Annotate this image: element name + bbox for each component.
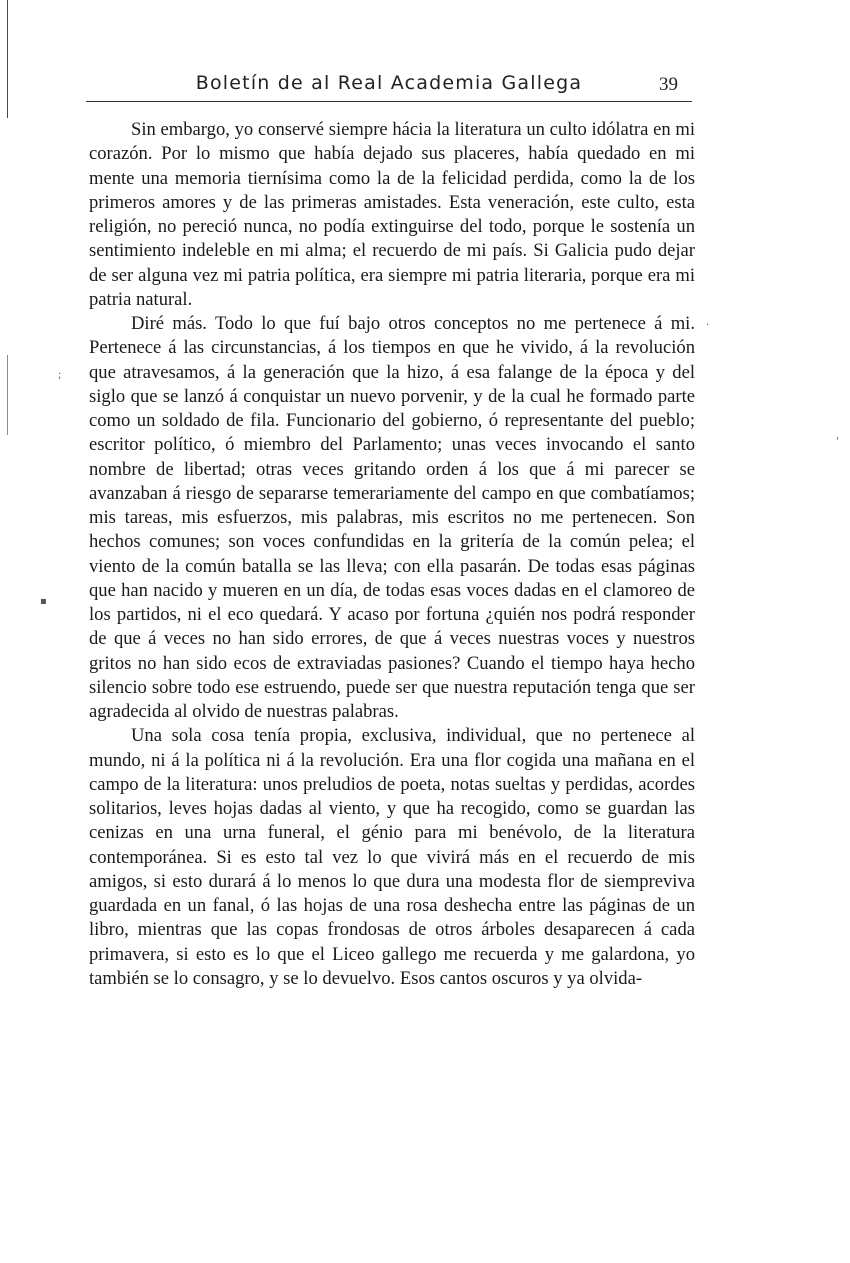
header-rule xyxy=(86,101,692,102)
page-edge-mark xyxy=(7,355,8,435)
page-header xyxy=(86,68,692,102)
scan-speck: · xyxy=(706,320,710,331)
page-number: 39 xyxy=(659,74,678,95)
paragraph: Diré más. Todo lo que fuí bajo otros conceptos no me pertenece á mi. Pertenece á las circunstancias, á los tiempos en que he vivido, á la revolución que atravesamos, á la generación que la hizo, á esa falange de la época y del siglo que se lanzó á conquistar un nuevo porvenir, y de la cual he formado parte como un soldado de fila. Funcionario del gobierno, ó representante del pueblo; escritor político, ó miembro del Parlamento; unas veces invocando el santo nombre de libertad; otras veces gritando orden á los que á mi parecer se avanzaban á riesgo de separarse temerariamente del campo en que combatíamos; mis tareas, mis esfuerzos, mis palabras, mis escritos no me pertenecen. Son hechos comunes; son voces confundidas en la gritería de la común pelea; el viento de la común batalla se las lleva; con ella pasarán. De todas esas páginas que han nacido y mueren en un día, de todas esas voces dadas en el clamoreo de los partidos, ni el eco quedará. Y acaso por fortuna ¿quién nos podrá responder de que á veces no han sido errores, de que á veces nuestras voces y nuestros gritos no han sido ecos de extraviadas pasiones? Cuando el tiempo haya hecho silencio sobre todo ese estruendo, puede ser que nuestra reputación tenga que ser agradecida al olvido de nuestras palabras. xyxy=(89,313,695,722)
scan-speck: ' xyxy=(836,436,839,447)
scan-speck: ; xyxy=(58,370,62,381)
paragraph: Una sola cosa tenía propia, exclusiva, individual, que no pertenece al mundo, ni á la política ni á la revolución. Era una flor cogida una mañana en el campo de la literatura: unos preludios de poeta, notas sueltas y perdidas, acordes solitarios, leves hojas dadas al viento, y que ha recogido, como se guardan las cenizas en una urna funeral, el génio para mi benévolo, de la literatura contemporánea. Si es esto tal vez lo que vivirá más en el recuerdo de mis amigos, si esto durará á lo menos lo que dura una modesta flor de siempreviva guardada en un fanal, ó las hojas de una rosa deshecha entre las páginas de un libro, mientras que las copas frondosas de otros árboles desaparecen á cada primavera, si esto es lo que el Liceo gallego me recuerda y me galardona, yo también se lo consagro, y se lo devuelvo. Esos cantos oscuros y ya olvida- xyxy=(89,725,695,989)
paragraph: Sin embargo, yo conservé siempre hácia la literatura un culto idólatra en mi corazón. Por lo mismo que había dejado sus placeres, había quedado en mi mente una memoria tiernísima como la de la felicidad perdida, como la de los primeros amores y de las primeras amistades. Esta veneración, este culto, esta religión, no pereció nunca, no podía extinguirse del todo, porque le sostenía un sentimiento indeleble en mi alma; el recuerdo de mi país. Si Galicia pudo dejar de ser alguna vez mi patria política, era siempre mi patria literaria, porque era mi patria natural. xyxy=(89,119,695,310)
running-title: Boletín de al Real Academia Gallega xyxy=(195,72,583,94)
scan-speck: ▪ xyxy=(40,596,47,607)
body-text xyxy=(89,118,695,991)
page-edge-line xyxy=(7,0,8,118)
